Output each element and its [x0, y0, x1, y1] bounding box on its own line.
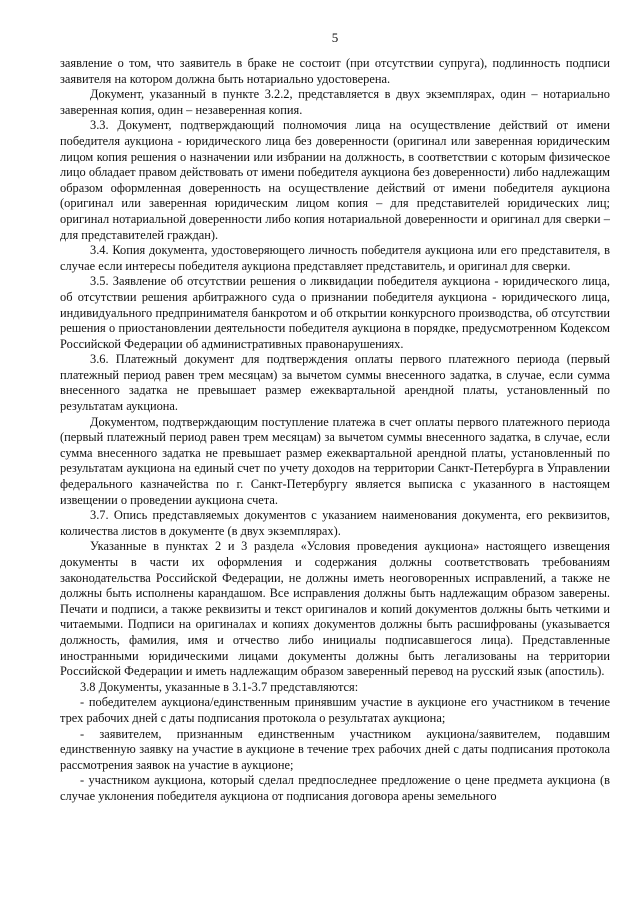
paragraph-3-6: 3.6. Платежный документ для подтверждения оплаты первого платежного периода (первый платежный период равен трем месяцам) за вычетом суммы внесенного задатка, в случае, если сумма внесенного задатка не превышает размер ежеквартальной арендной платы, установленный по результатам аукциона.: [60, 352, 610, 414]
paragraph-3-8: 3.8 Документы, указанные в 3.1-3.7 представляются:: [80, 679, 359, 694]
list-item-sole-applicant: - заявителем, признанным единственным участником аукциона/заявителем, подавшим единственную заявку на участие в аукционе в течение трех рабочих дней с даты подписания протокола рассмотрения заявок на участие в аукционе;: [60, 726, 610, 772]
paragraph-3-5: 3.5. Заявление об отсутствии решения о ликвидации победителя аукциона - юридического лица, об отсутствии решения арбитражного суда о признании победителя аукциона - юридического лица, индивидуального предпринимателя банкротом и об открытии конкурсного производства, об отсутствии решения о приостановлении деятельности победителя аукциона в порядке, предусмотренном Кодексом Российской Федерации об административных правонарушениях.: [60, 274, 610, 351]
paragraph-3-7: 3.7. Опись представляемых документов с указанием наименования документа, его реквизитов, количества листов в документе (в двух экземплярах).: [60, 508, 610, 538]
paragraph-payment-proof: Документом, подтверждающим поступление платежа в счет оплаты первого платежного периода (первый платежный период равен трем месяцам) за вычетом суммы внесенного задатка, в случае, если сумма внесенного задатка не превышает размер ежеквартальной арендной платы, установленный по результатам аукциона на единый счет по учету доходов на территории Санкт-Петербурга в Управлении федерального казначейства по г. Санкт-Петербургу является выписка с указанного в настоящем извещении о проведении аукциона счета.: [60, 414, 610, 507]
paragraph-3-4: 3.4. Копия документа, удостоверяющего личность победителя аукциона или его представителя, в случае если интересы победителя аукциона представляет представитель, и оригинал для сверки.: [60, 243, 610, 273]
paragraph-document-copies: Документ, указанный в пункте 3.2.2, представляется в двух экземплярах, один – нотариально заверенная копия, один – незаверенная копия.: [60, 87, 610, 117]
list-item-winner: - победителем аукциона/единственным принявшим участие в аукционе его участником в течение трех рабочих дней с даты подписания протокола о результатах аукциона;: [60, 695, 610, 725]
page-number: 5: [331, 30, 339, 45]
list-item-second-bidder: - участником аукциона, который сделал предпоследнее предложение о цене предмета аукциона (в случае уклонения победителя аукциона от подписания договора арены земельного: [60, 773, 610, 803]
paragraph-requirements: Указанные в пунктах 2 и 3 раздела «Условия проведения аукциона» настоящего извещения документы в части их оформления и содержания должны соответствовать требованиям законодательства Российской Федерации, не должны иметь неоговоренных исправлений, а также не должны быть исполнены карандашом. Все исправления должны быть надлежащим образом заверены. Печати и подписи, а также реквизиты и текст оригиналов и копий документов должны быть четкими и читаемыми. Подписи на оригиналах и копиях документов должны быть расшифрованы (указывается должность, фамилия, имя и отчество либо инициалы подписавшегося лица). Представленные иностранными юридическими лицами документы должны быть легализованы на территории Российской Федерации и иметь надлежащим образом заверенный перевод на русский язык (апостиль).: [60, 539, 610, 679]
paragraph-continuation: заявление о том, что заявитель в браке не состоит (при отсутствии супруга), подлинность подписи заявителя на котором должна быть нотариально удостоверена.: [60, 56, 610, 86]
document-body: [60, 56, 610, 805]
paragraph-3-3: 3.3. Документ, подтверждающий полномочия лица на осуществление действий от имени победителя аукциона - юридического лица без доверенности (оригинал или заверенная юридическим лицом копия решения о назначении или избрании на должность, в соответствии с которым физическое лицо обладает правом действовать от имени победителя аукциона без доверенности) либо надлежащим образом оформленная доверенность на осуществление действий от имени победителя аукциона (оригинал или заверенная юридическим лицом копия – для представителей юридических лиц; оригинал нотариальной доверенности либо копия нотариальной доверенности и оригинал для сверки – для представителей граждан).: [60, 118, 610, 242]
